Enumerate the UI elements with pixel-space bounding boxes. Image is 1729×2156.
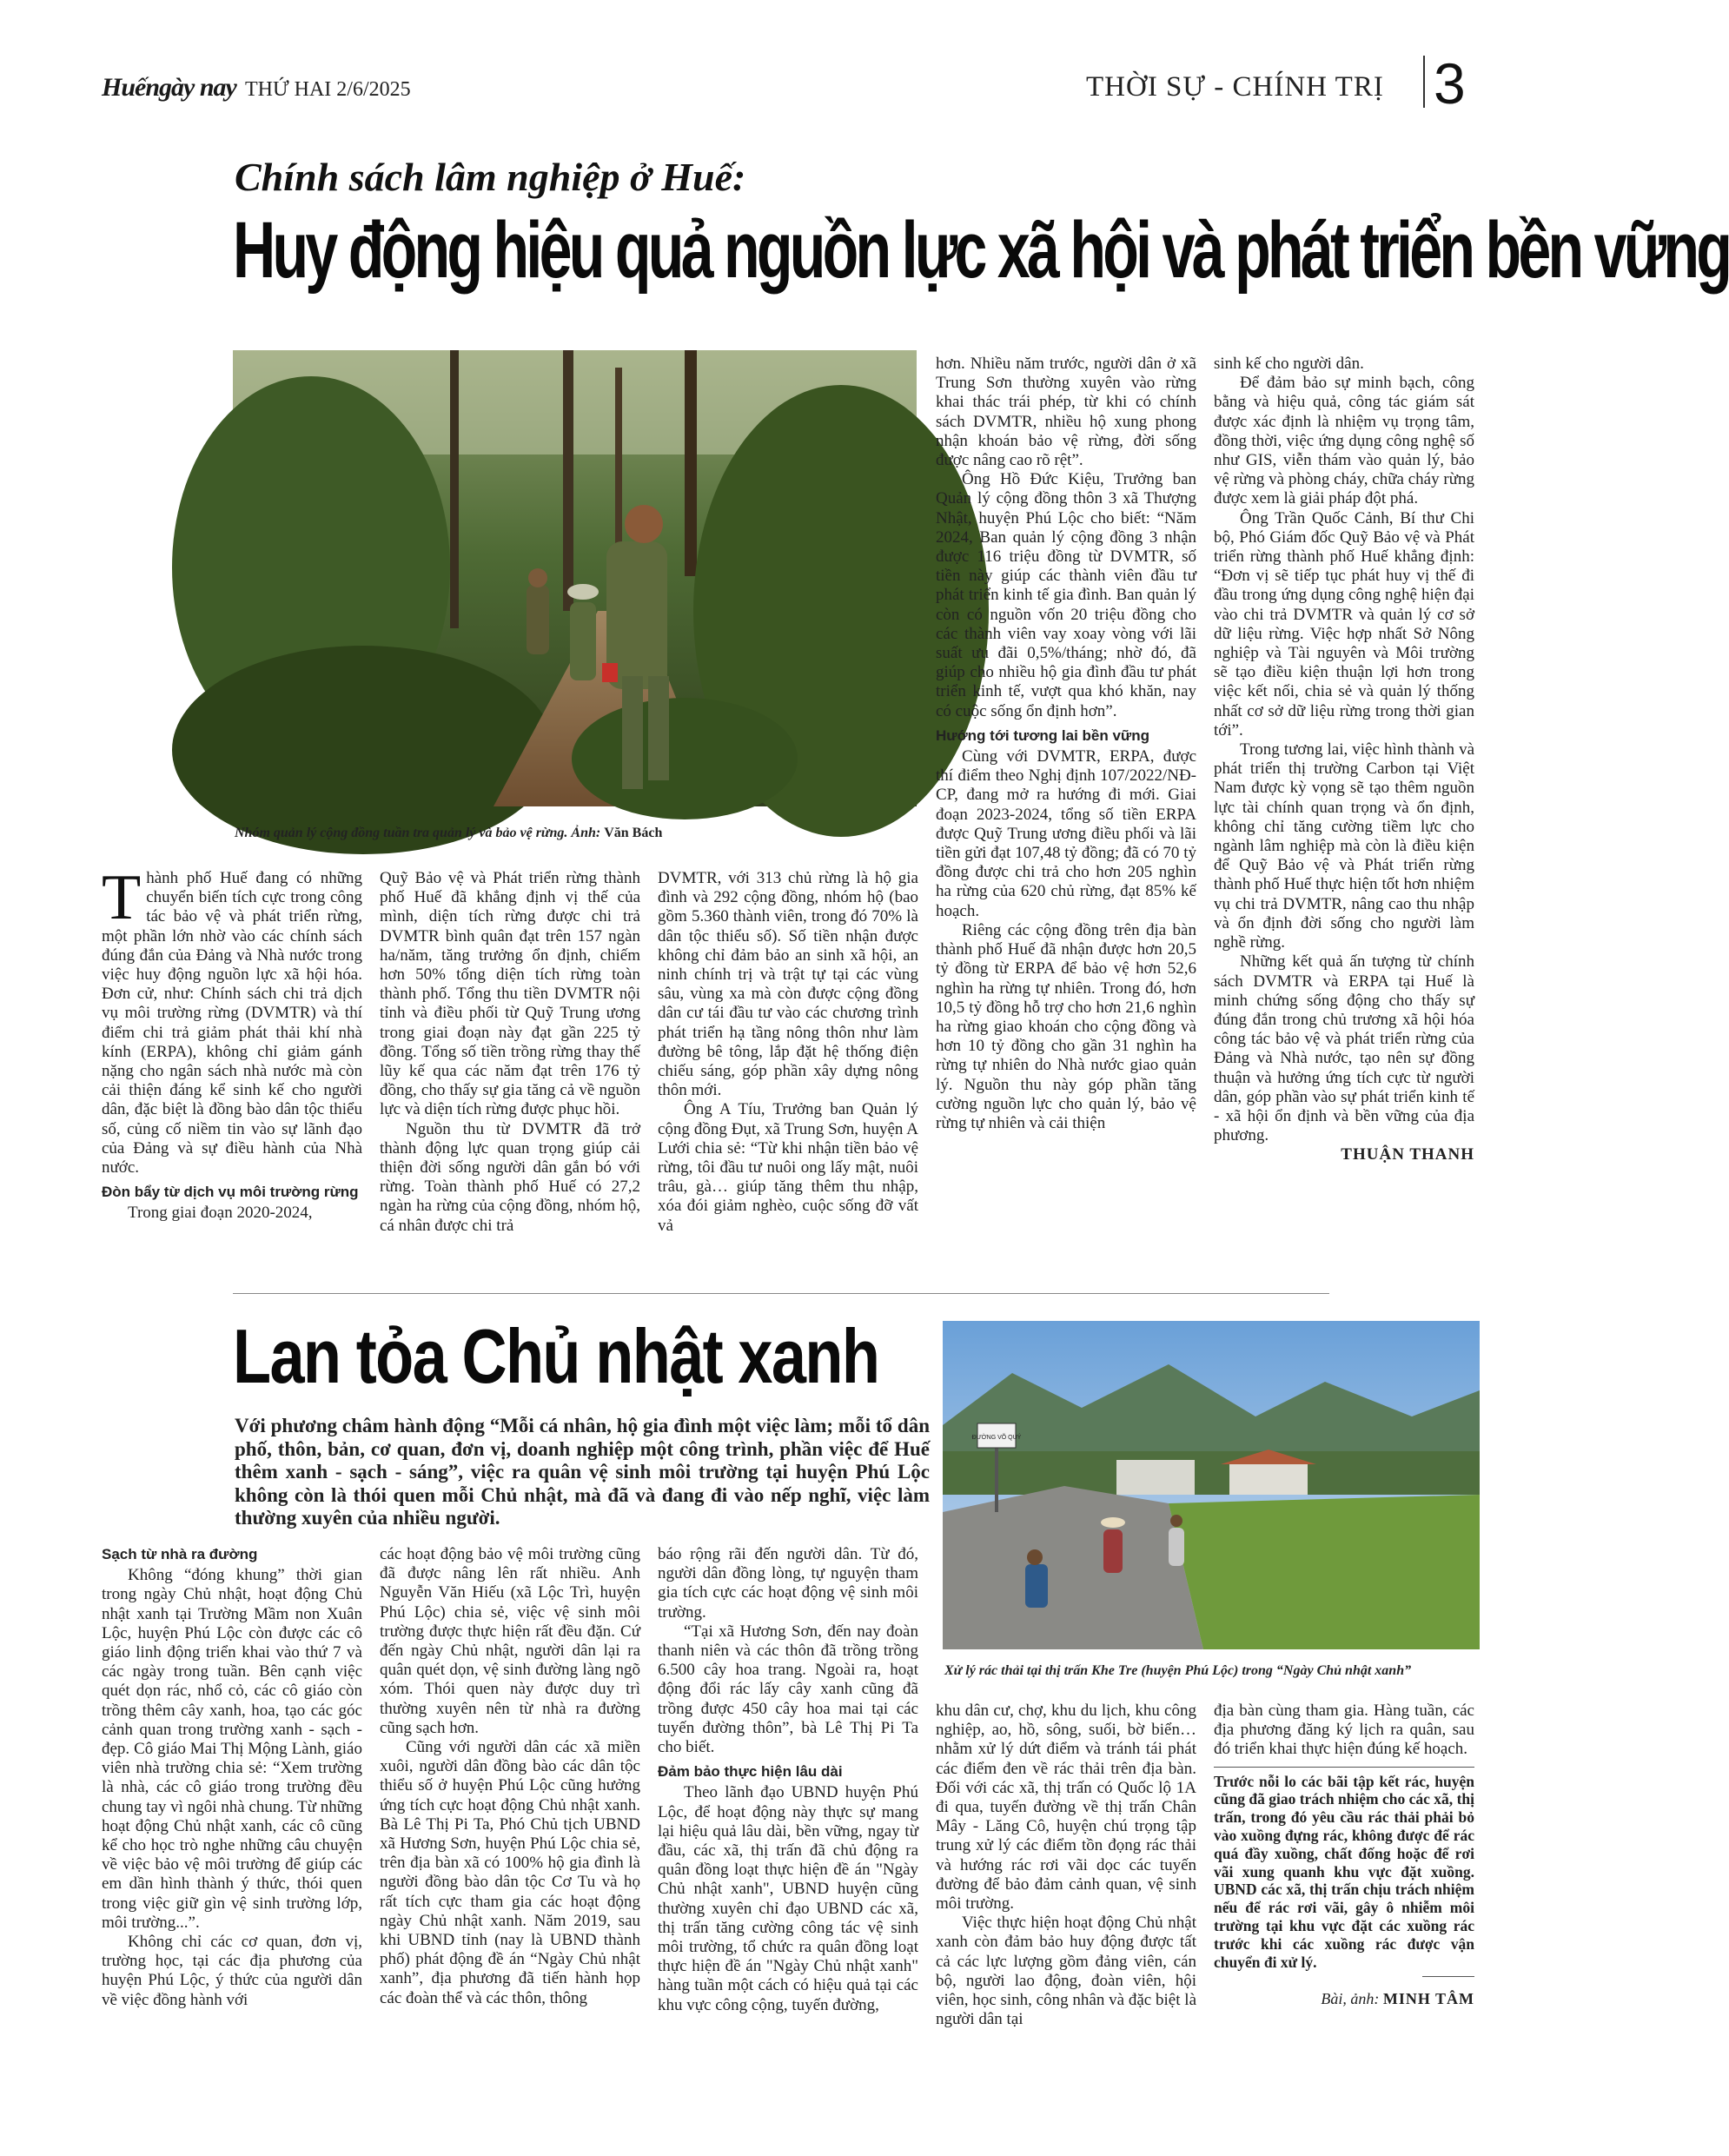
article1-byline: THUẬN THANH bbox=[1341, 1145, 1474, 1164]
paragraph: Theo lãnh đạo UBND huyện Phú Lộc, để hoạt động này thực sự mang lại hiệu quả lâu dài, bền vững, ngay từ đầu, các xã, thị trấn đã chủ động ra quân đồng loạt thực hiện đề án "Ngày Chủ nhật xanh", UBND huyện cũng thường xuyên chỉ đạo UBND các xã, thị trấn tăng cường công tác vệ sinh môi trường, tổ chức ra quân đồng loạt thực hiện đề án "Ngày Chủ nhật xanh" hàng tuần một cách có hiệu quả tại các khu vực công cộng, tuyến đường, bbox=[658, 1783, 918, 2014]
forest-patrol-image bbox=[233, 350, 917, 806]
signature-prefix: Bài, ảnh: bbox=[1321, 1990, 1380, 2008]
article1-column-3 bbox=[658, 869, 918, 1236]
paragraph: báo rộng rãi đến người dân. Từ đó, người dân đồng lòng, tự nguyện tham gia tích cực các hoạt động vệ sinh môi trường. bbox=[658, 1545, 918, 1622]
article2-photo-caption: Xử lý rác thải tại thị trấn Khe Tre (huyện Phú Lộc) trong “Ngày Chủ nhật xanh” bbox=[944, 1663, 1412, 1678]
article2-lead: Với phương châm hành động “Mỗi cá nhân, hộ gia đình một việc làm; mỗi tổ dân phố, thôn, bản, cơ quan, đơn vị, doanh nghiệp một công trình, phần việc để Huế thêm xanh - sạch - sáng”, việc ra quân vệ sinh môi trường tại huyện Phú Lộc không còn là thói quen mỗi Chủ nhật, mà đã và đang đi vào nếp nghĩ, việc làm thường xuyên của nhiều người. bbox=[235, 1415, 930, 1529]
paragraph: Việc thực hiện hoạt động Chủ nhật xanh còn đảm bảo huy động được tất cả các lực lượng gồm đảng viên, cán bộ, người lao động, đoàn viên, hội viên, học sinh, công nhân và đặc biệt là người dân tại bbox=[936, 1914, 1196, 2029]
paragraph: Quỹ Bảo vệ và Phát triển rừng thành phố Huế đã khẳng định vị thế của mình, diện tích rừng được chi trả DVMTR bình quân đạt trên 157 ngàn ha/năm, tăng trưởng ổn định, chiếm hơn 50% tổng diện tích rừng toàn thành phố. Tổng thu tiền DVMTR nội tỉnh và điều phối từ Quỹ Trung ương trong giai đoạn này đạt gần 225 tỷ đồng. Tổng số tiền trồng rừng thay thế lũy kế qua các năm đạt trên 176 tỷ đồng, cho thấy sự gia tăng cả về nguồn lực và diện tích rừng được phục hồi. bbox=[380, 869, 640, 1119]
section-title: THỜI SỰ - CHÍNH TRỊ bbox=[1086, 71, 1384, 103]
signature-author: MINH TÂM bbox=[1382, 1990, 1474, 2008]
article1-photo-caption bbox=[235, 826, 662, 841]
paragraph: Không chỉ các cơ quan, đơn vị, trường học, tại các địa phương của huyện Phú Lộc, ý thức của người dân về việc đồng hành với bbox=[102, 1933, 362, 2009]
paragraph: Không “đóng khung” thời gian trong ngày Chủ nhật, hoạt động Chủ nhật xanh tại Trường Mầm non Xuân Lộc, huyện Phú Lộc còn được các cô giáo linh động triển khai vào thứ 7 và các ngày trong tuần. Bên cạnh việc quét dọn rác, nhổ cỏ, các cô giáo còn trồng thêm cây xanh, hoa, tạo các góc cảnh quan trong trường xanh - sạch - đẹp. Cô giáo Mai Thị Mộng Lành, giáo viên nhà trường chia sẻ: “Xem trường là nhà, các cô giáo trong trường đều chung tay vì ngôi nhà chung. Từ những hoạt động Chủ nhật xanh, các cô cũng kể cho học trò nghe những câu chuyện về việc bảo vệ môi trường để giúp các em dần hình thành ý thức, thói quen trong việc giữ gìn vệ sinh trường lớp, môi trường...”. bbox=[102, 1566, 362, 1932]
paragraph: địa bàn cùng tham gia. Hàng tuần, các địa phương đăng ký lịch ra quân, sau đó triển khai thực hiện đúng kế hoạch. bbox=[1214, 1702, 1474, 1759]
article1-column-4 bbox=[936, 355, 1196, 1133]
caption-author: Văn Bách bbox=[604, 826, 663, 840]
note-top-rule bbox=[1214, 1767, 1474, 1768]
cleanup-image bbox=[943, 1321, 1480, 1649]
note-bottom-rule bbox=[1422, 1976, 1474, 1977]
paragraph: khu dân cư, chợ, khu du lịch, khu công nghiệp, ao, hồ, sông, suối, bờ biển… nhằm xử lý dứt điểm và tránh tái phát các điểm đen về rác thải trên địa bàn. Đối với các xã, thị trấn có Quốc lộ 1A đi qua, tuyến đường về thị trấn Chân Mây - Lăng Cô, huyện chú trọng tập trung xử lý các điểm tồn đọng rác thải và hướng rác rơi vãi dọc các tuyến đường để bảo đảm cảnh quan, vệ sinh môi trường. bbox=[936, 1702, 1196, 1914]
article1-kicker: Chính sách lâm nghiệp ở Huế: bbox=[235, 155, 746, 199]
masthead-logo bbox=[102, 73, 236, 103]
article-divider bbox=[233, 1293, 1329, 1294]
paragraph: Trong giai đoạn 2020-2024, bbox=[128, 1204, 313, 1223]
article1-headline: Huy động hiệu quả nguồn lực xã hội và phát triển bền vững bbox=[233, 206, 1729, 295]
paragraph: Để đảm bảo sự minh bạch, công bằng và hiệu quả, công tác giám sát được xác định là nhiệm vụ trọng tâm, đồng thời, việc ứng dụng công nghệ số như GIS, viễn thám vào quản lý, bảo vệ rừng và phòng cháy, chữa cháy rừng được xem là giải pháp đột phá. bbox=[1214, 374, 1474, 508]
masthead-brand-b: ngày nay bbox=[145, 73, 236, 102]
dropcap-letter: T bbox=[102, 862, 142, 933]
paragraph: sinh kế cho người dân. bbox=[1214, 355, 1364, 373]
paragraph: Riêng các cộng đồng trên địa bàn thành phố Huế đã nhận được hơn 20,5 tỷ đồng từ ERPA để bảo vệ hơn 52,6 nghìn ha rừng tự nhiên. Trong đó, hơn 10,5 tỷ đồng hỗ trợ cho hơn 21,6 nghìn ha rừng giao khoán cho cộng đồng và hơn 10 tỷ đồng cho gần 31 nghìn ha rừng tự nhiên do Nhà nước giao quản lý. Nguồn thu này góp phần tăng cường nguồn lực cho quản lý, bảo vệ rừng tự nhiên và cải thiện bbox=[936, 920, 1196, 1132]
paragraph: DVMTR, với 313 chủ rừng là hộ gia đình và 292 cộng đồng, nhóm hộ (bao gồm 5.360 thành viên, trong đó 70% là dân tộc thiểu số). Số tiền nhận được không chỉ đảm bảo an sinh xã hội, an ninh chính trị và trật tự tại các vùng sâu, vùng xa mà còn được cộng đồng dân cư tái đầu tư vào các chương trình phát triển hạ tầng nông thôn như làm đường bê tông, lắp đặt hệ thống điện chiếu sáng, góp phần xây dựng nông thôn mới. bbox=[658, 869, 918, 1100]
article2-column-3 bbox=[658, 1545, 918, 2015]
article2-column-4 bbox=[936, 1702, 1196, 2029]
article2-subhead-1: Sạch từ nhà ra đường bbox=[102, 1546, 258, 1562]
article1-column-1 bbox=[102, 862, 362, 1224]
paragraph: Ông Hồ Đức Kiệu, Trưởng ban Quản lý cộng đồng thôn 3 xã Thượng Nhật, huyện Phú Lộc cho biết: “Năm 2024, Ban quản lý cộng đồng 3 nhận được 116 triệu đồng từ DVMTR, số tiền này giúp các thành viên đầu tư phát triển kinh tế gia đình. Ban quản lý còn có nguồn vốn 20 triệu đồng cho các thành viên vay xoay vòng với lãi suất ưu đãi 0,5%/tháng; nhờ đó, đã giúp cho nhiều hộ gia đình đầu tư phát triển kinh tế, vượt qua khó khăn, nay có cuộc sống ổn định hơn”. bbox=[936, 470, 1196, 720]
article2-column-5 bbox=[1214, 1702, 1474, 2009]
article1-subhead-1: Đòn bẩy từ dịch vụ môi trường rừng bbox=[102, 1184, 359, 1201]
article2-subhead-2: Đảm bảo thực hiện lâu dài bbox=[658, 1763, 843, 1781]
article1-intro: hành phố Huế đang có những chuyển biến tích cực trong công tác bảo vệ và phát triển rừng, một phần lớn nhờ vào các chính sách đúng đắn của Đảng và Nhà nước trong việc huy động nguồn lực xã hội hóa. Đơn cử, như: Chính sách chi trả dịch vụ môi trường rừng (DVMTR) và thí điểm chi trả giảm phát thải khí nhà kính (ERPA), không chỉ giảm gánh nặng cho ngân sách nhà nước mà còn cải thiện đáng kể sinh kế cho người dân, đặc biệt là đồng bào dân tộc thiểu số, củng cố niềm tin vào sự lãnh đạo của Đảng và sự điều hành của Nhà nước. bbox=[102, 869, 362, 1178]
paragraph: Trong tương lai, việc hình thành và phát triển thị trường Carbon tại Việt Nam được kỳ vọng sẽ tạo thêm nguồn lực tài chính quan trọng và ổn định, không chỉ tăng cường tiềm lực cho ngành lâm nghiệp mà còn là điều kiện để Quỹ Bảo vệ và Phát triển rừng thành phố Huế thực hiện tốt hơn nhiệm vụ chi trả DVMTR, nâng cao thu nhập và ổn định đời sống cho người làm nghề rừng. bbox=[1214, 740, 1474, 952]
paragraph: Cũng với người dân các xã miền xuôi, người dân đồng bào các dân tộc thiểu số ở huyện Phú Lộc cũng hưởng ứng tích cực hoạt động Chủ nhật xanh. Bà Lê Thị Pi Ta, Phó Chủ tịch UBND xã Hương Sơn, huyện Phú Lộc chia sẻ, trên địa bàn xã có 100% hộ gia đình là người đồng bào dân tộc Cơ Tu và họ rất tích cực tham gia các hoạt động ngày Chủ nhật xanh. Năm 2019, sau khi UBND tỉnh (nay là UBND thành phố) phát động đề án “Ngày Chủ nhật xanh”, địa phương đã tiến hành họp các đoàn thể và các thôn, thông bbox=[380, 1738, 640, 2007]
article2-column-2 bbox=[380, 1545, 640, 2008]
caption-text: Nhóm quản lý cộng đồng tuần tra quản lý và bảo vệ rừng. Ảnh: bbox=[235, 826, 601, 840]
article1-column-2 bbox=[380, 869, 640, 1236]
paragraph: Những kết quả ấn tượng từ chính sách DVMTR và ERPA tại Huế là minh chứng sống động cho thấy sự đúng đắn trong chủ trương xã hội hóa công tác bảo vệ và phát triển rừng của Đảng và Nhà nước, tạo nên sự đồng thuận và hưởng ứng tích cực từ người dân, góp phần vào sự phát triển kinh tế - xã hội ổn định và bền vững của địa phương. bbox=[1214, 952, 1474, 1145]
article2-photo-cleanup bbox=[943, 1321, 1480, 1649]
article2-signature bbox=[1214, 1989, 1474, 2008]
article2-headline: Lan tỏa Chủ nhật xanh bbox=[233, 1313, 879, 1399]
paragraph: Ông A Tíu, Trưởng ban Quản lý cộng đồng Đụt, xã Trung Sơn, huyện A Lưới chia sẻ: “Từ khi nhận tiền bảo vệ rừng, tôi đầu tư nuôi ong lấy mật, nuôi trâu, gà… giúp tăng thêm thu nhập, xóa đói giảm nghèo, cuộc sống đỡ vất vả bbox=[658, 1100, 918, 1235]
article2-highlight-note: Trước nỗi lo các bãi tập kết rác, huyện cũng đã giao trách nhiệm cho các xã, thị trấn, trong đó yêu cầu rác thải phải bỏ vào xuồng đựng rác, không được để rác quá đầy xuồng, chất đống hoặc để rơi vãi xung quanh khu vực đặt xuồng. UBND các xã, thị trấn chịu trách nhiệm nếu để rác rơi vãi, gây ô nhiễm môi trường tại khu vực đặt các xuồng rác trước khi các xuồng rác được vận chuyển đi xử lý. bbox=[1214, 1772, 1474, 1971]
article1-subhead-2: Hướng tới tương lai bền vững bbox=[936, 726, 1150, 744]
paragraph: các hoạt động bảo vệ môi trường cũng đã được nâng lên rất nhiều. Anh Nguyễn Văn Hiếu (xã Lộc Trì, huyện Phú Lộc) chia sẻ, việc vệ sinh môi trường được thực hiện rất đều đặn. Cứ đến ngày Chủ nhật, người dân lại ra quân quét dọn, vệ sinh đường làng ngõ xóm. Thói quen này được duy trì thường xuyên nên từ nhà ra đường cũng sạch hơn. bbox=[380, 1545, 640, 1737]
street-sign-text: ĐƯỜNG VÕ QUÝ bbox=[971, 1435, 1022, 1441]
paragraph: Nguồn thu từ DVMTR đã trở thành động lực quan trọng giúp cải thiện đời sống người dân gắn bó với rừng. Toàn thành phố Huế có 27,2 ngàn ha rừng của cộng đồng, nhóm hộ, cá nhân được chi trả bbox=[380, 1119, 640, 1235]
paragraph: “Tại xã Hương Sơn, đến nay đoàn thanh niên và các thôn đã trồng trồng 6.500 cây hoa trang. Ngoài ra, hoạt động đổi rác lấy cây xanh cũng đã trồng được 450 cây hoa mai tại các tuyến đường thôn”, bà Lê Thị Pi Ta cho biết. bbox=[658, 1622, 918, 1757]
masthead-brand-a: Huế bbox=[102, 73, 146, 102]
issue-date: THỨ HAI 2/6/2025 bbox=[245, 78, 411, 101]
paragraph: Ông Trần Quốc Cảnh, Bí thư Chi bộ, Phó Giám đốc Quỹ Bảo vệ và Phát triển rừng thành phố Huế khẳng định: “Đơn vị sẽ tiếp tục phát huy vị thế đi đầu trong ứng dụng công nghệ hiện đại vào chi trả DVMTR và quản lý cơ sở dữ liệu rừng. Việc hợp nhất Sở Nông nghiệp và Tài nguyên và Môi trường sẽ tạo điều kiện thuận lợi hơn trong việc kết nối, chia sẻ và quản lý thống nhất cơ sở dữ liệu rừng trong thời gian tới”. bbox=[1214, 508, 1474, 740]
paragraph: hơn. Nhiều năm trước, người dân ở xã Trung Sơn thường xuyên vào rừng khai thác trái phép, từ khi có chính sách DVMTR, nhiều hộ xung phong nhận khoán bảo vệ rừng, đời sống được nâng cao rõ rệt”. bbox=[936, 355, 1196, 470]
header-divider bbox=[1423, 56, 1425, 108]
paragraph: Cùng với DVMTR, ERPA, được thí điểm theo Nghị định 107/2022/NĐ-CP, đang mở ra hướng đi mới. Giai đoạn 2023-2024, tổng số tiền ERPA được Quỹ Trung ương điều phối và lãi tiền gửi đạt 107,48 tỷ đồng; đã có 70 tỷ đồng được chi trả cho hơn 205 nghìn ha rừng của 620 chủ rừng, đạt 85% kế hoạch. bbox=[936, 747, 1196, 920]
article2-column-1 bbox=[102, 1545, 362, 2010]
page-number: 3 bbox=[1434, 51, 1466, 116]
article1-photo-forest-patrol bbox=[233, 350, 917, 806]
article1-column-5 bbox=[1214, 355, 1474, 1165]
